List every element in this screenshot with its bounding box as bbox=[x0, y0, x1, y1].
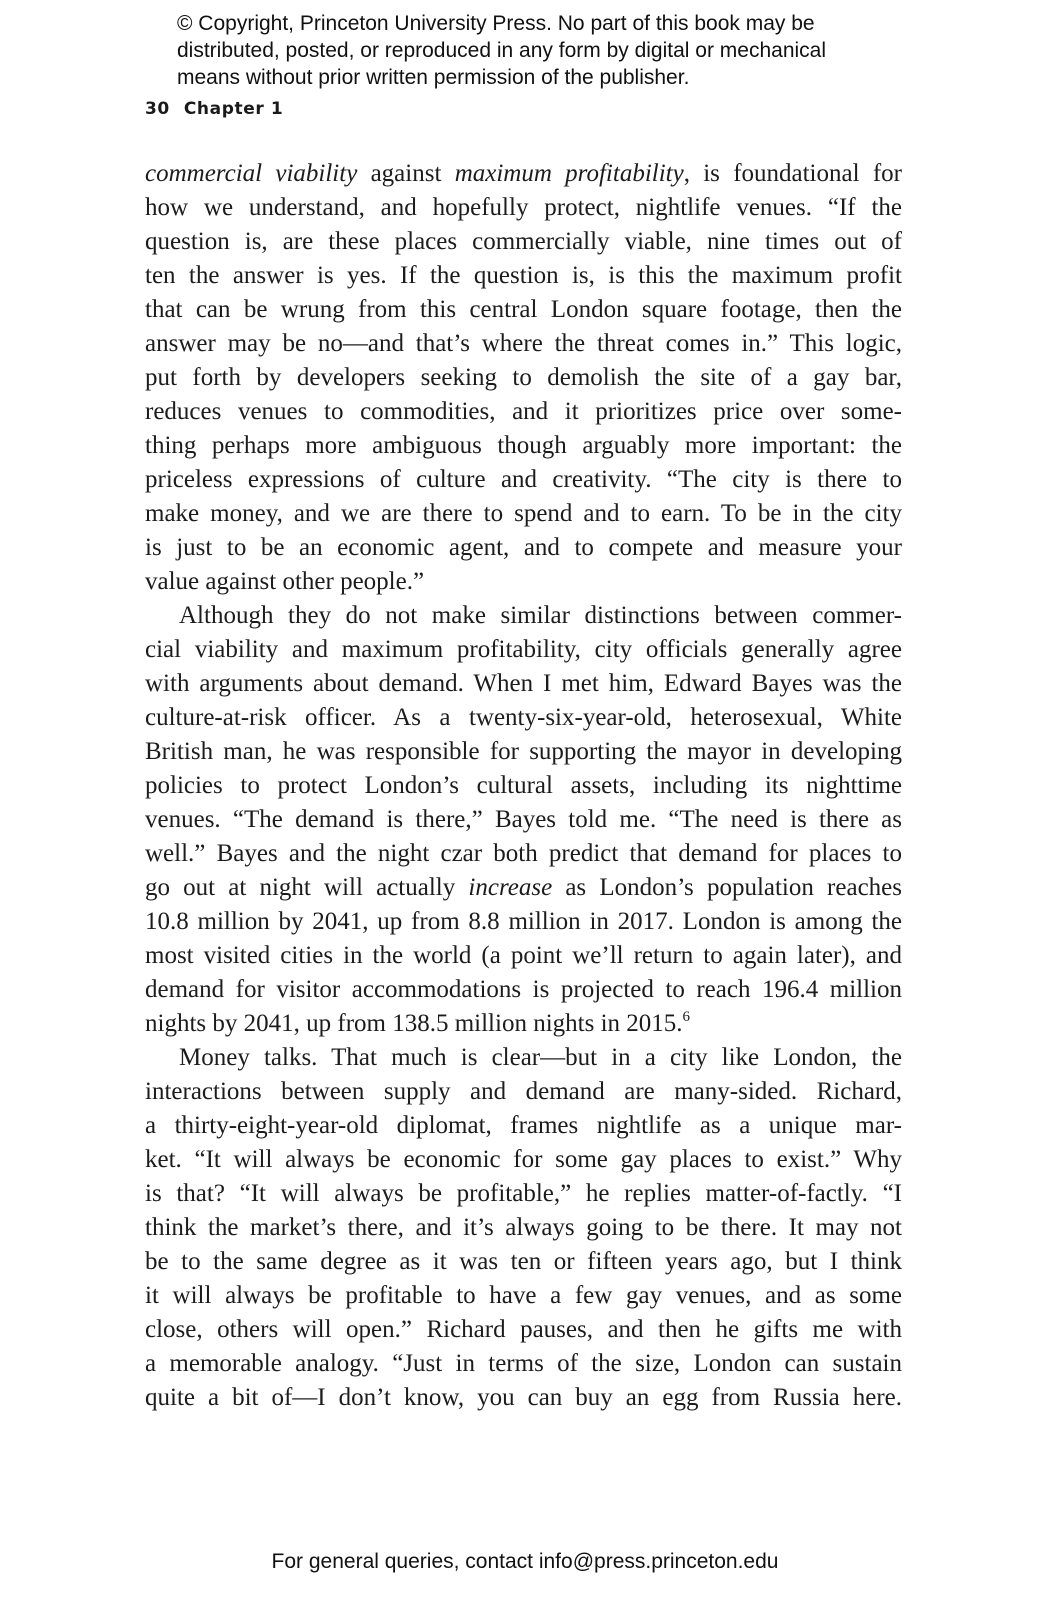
page-number: 30 bbox=[145, 99, 170, 119]
text-line: venues. “The demand is there,” Bayes told me. “The need is there as bbox=[145, 806, 902, 833]
text-line: answer may be no—and that’s where the threat comes in.” This logic, bbox=[145, 330, 902, 357]
text-line: reduces venues to commodities, and it prioritizes price over some- bbox=[145, 398, 902, 425]
text-line: that can be wrung from this central London square footage, then the bbox=[145, 296, 902, 323]
text-line: a thirty-eight-year-old diplomat, frames nightlife as a unique mar- bbox=[145, 1112, 902, 1139]
text-line: put forth by developers seeking to demolish the site of a gay bar, bbox=[145, 364, 902, 391]
text-line: policies to protect London’s cultural assets, including its nighttime bbox=[145, 772, 902, 799]
chapter-label: Chapter 1 bbox=[183, 99, 284, 119]
text-line: quite a bit of—I don’t know, you can buy an egg from Russia here. bbox=[145, 1384, 902, 1411]
text-line: be to the same degree as it was ten or fifteen years ago, but I think bbox=[145, 1248, 902, 1275]
text-line: how we understand, and hopefully protect, nightlife venues. “If the bbox=[145, 194, 902, 221]
text-line: ket. “It will always be economic for some gay places to exist.” Why bbox=[145, 1146, 902, 1173]
text-line: nights by 2041, up from 138.5 million nights in 2015.$^6$ bbox=[145, 1009, 691, 1037]
text-line: most visited cities in the world (a point we’ll return to again later), and bbox=[145, 942, 902, 969]
italic-phrase: commercial viability bbox=[145, 160, 358, 187]
text-line: commercial viability against maximum profitability, is foundational for bbox=[145, 160, 902, 187]
text-line: well.” Bayes and the night czar both predict that demand for places to bbox=[145, 840, 902, 867]
text-line: with arguments about demand. When I met him, Edward Bayes was the bbox=[145, 670, 902, 697]
text-line: is just to be an economic agent, and to compete and measure your bbox=[145, 534, 902, 561]
text-line: ten the answer is yes. If the question is, is this the maximum profit bbox=[145, 262, 902, 289]
footer-contact: For general queries, contact info@press.princeton.edu bbox=[271, 1550, 779, 1573]
text-line: close, others will open.” Richard pauses, and then he gifts me with bbox=[145, 1316, 902, 1343]
text-line: a memorable analogy. “Just in terms of the size, London can sustain bbox=[145, 1350, 902, 1377]
copyright-line: distributed, posted, or reproduced in any form by digital or mechanical bbox=[177, 39, 827, 62]
text-line: cial viability and maximum profitability, city officials generally agree bbox=[145, 636, 902, 663]
text-line: interactions between supply and demand are many-sided. Richard, bbox=[145, 1078, 902, 1105]
paragraph bbox=[145, 599, 902, 1041]
text-line: think the market’s there, and it’s always going to be there. It may not bbox=[145, 1214, 902, 1241]
paragraph bbox=[145, 157, 902, 599]
copyright-notice bbox=[177, 10, 937, 91]
text-line: 10.8 million by 2041, up from 8.8 million in 2017. London is among the bbox=[145, 908, 902, 935]
text-line: Money talks. That much is clear—but in a city like London, the bbox=[179, 1044, 902, 1071]
italic-phrase: maximum profitability bbox=[454, 160, 684, 187]
text-line: make money, and we are there to spend and to earn. To be in the city bbox=[145, 500, 902, 527]
text-line: Although they do not make similar distinctions between commer- bbox=[179, 602, 902, 629]
running-head bbox=[145, 97, 283, 121]
text-line: British man, he was responsible for supporting the mayor in developing bbox=[145, 738, 902, 765]
italic-phrase: increase bbox=[468, 874, 553, 901]
paragraph bbox=[145, 1041, 902, 1415]
text-line: value against other people.” bbox=[145, 568, 425, 595]
text-line: question is, are these places commercially viable, nine times out of bbox=[145, 228, 902, 255]
text-line: priceless expressions of culture and creativity. “The city is there to bbox=[145, 466, 902, 493]
copyright-line: © Copyright, Princeton University Press. No part of this book may be bbox=[177, 12, 815, 35]
text-line: demand for visitor accommodations is projected to reach 196.4 million bbox=[145, 976, 902, 1003]
footnote-marker[interactable]: 6 bbox=[682, 1009, 691, 1025]
text-line: is that? “It will always be profitable,” he replies matter-of-factly. “I bbox=[145, 1180, 902, 1207]
text-line: go out at night will actually increase as London’s population reaches bbox=[145, 874, 902, 901]
text-line: it will always be profitable to have a few gay venues, and as some bbox=[145, 1282, 902, 1309]
body-text bbox=[145, 157, 902, 1415]
text-line: culture-at-risk officer. As a twenty-six-year-old, heterosexual, White bbox=[145, 704, 902, 731]
copyright-line: means without prior written permission of the publisher. bbox=[177, 66, 690, 89]
text-line: thing perhaps more ambiguous though arguably more important: the bbox=[145, 432, 902, 459]
